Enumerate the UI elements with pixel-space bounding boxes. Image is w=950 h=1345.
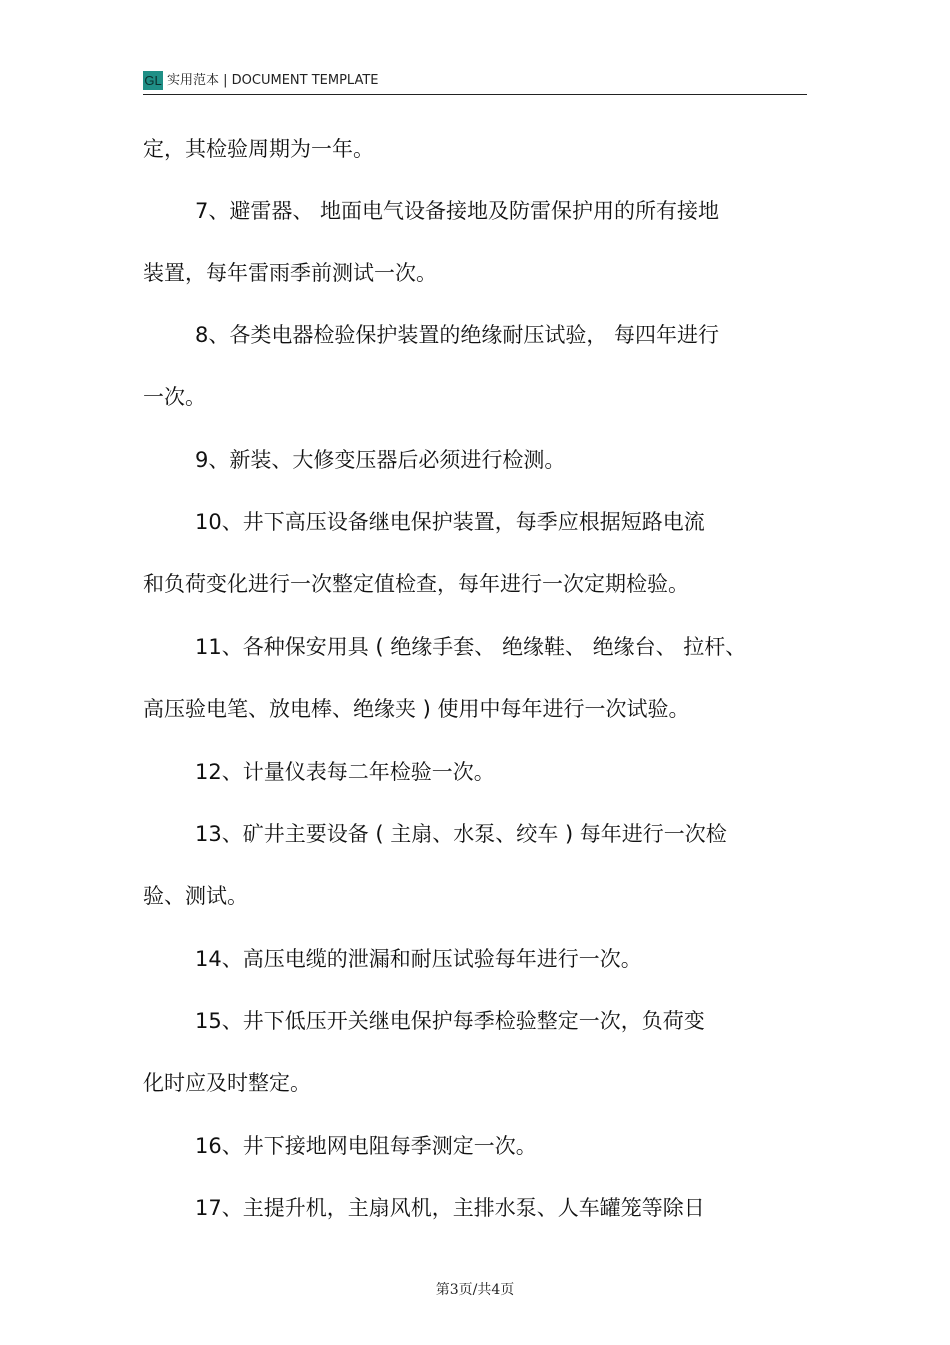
text-line: 高压验电笔、放电棒、绝缘夹 ) 使用中每年进行一次试验。 bbox=[143, 697, 690, 721]
text-line: 16、井下接地网电阻每季测定一次。 bbox=[195, 1134, 537, 1158]
text-line: 12、计量仪表每二年检验一次。 bbox=[195, 760, 495, 784]
text-line: 14、高压电缆的泄漏和耐压试验每年进行一次。 bbox=[195, 947, 642, 971]
text-line: 7、避雷器、 地面电气设备接地及防雷保护用的所有接地 bbox=[195, 199, 720, 223]
text-line: 验、测试。 bbox=[143, 884, 248, 908]
text-line: 装置，每年雷雨季前测试一次。 bbox=[143, 261, 437, 285]
text-line: 定，其检验周期为一年。 bbox=[143, 137, 374, 161]
text-line: 15、井下低压开关继电保护每季检验整定一次，负荷变 bbox=[195, 1009, 705, 1033]
text-line: 13、矿井主要设备 ( 主扇、水泵、绞车 ) 每年进行一次检 bbox=[195, 822, 727, 846]
text-line: 化时应及时整定。 bbox=[143, 1071, 311, 1095]
header-title: 实用范本 | DOCUMENT TEMPLATE bbox=[167, 73, 379, 88]
text-line: 11、各种保安用具 ( 绝缘手套、 绝缘鞋、 绝缘台、 拉杆、 bbox=[195, 635, 747, 659]
text-line: 9、新装、大修变压器后必须进行检测。 bbox=[195, 448, 566, 472]
page-number: 第3页/共4页 bbox=[435, 1282, 515, 1298]
text-line: 10、井下高压设备继电保护装置，每季应根据短路电流 bbox=[195, 510, 705, 534]
text-line: 和负荷变化进行一次整定值检查，每年进行一次定期检验。 bbox=[143, 572, 689, 596]
text-line: 8、各类电器检验保护装置的绝缘耐压试验， 每四年进行 bbox=[195, 323, 720, 347]
gl-logo: GL bbox=[144, 73, 162, 88]
page-header bbox=[143, 70, 807, 95]
text-line: 17、主提升机，主扇风机，主排水泵、人车罐笼等除日 bbox=[195, 1196, 705, 1220]
text-line: 一次。 bbox=[143, 385, 206, 409]
